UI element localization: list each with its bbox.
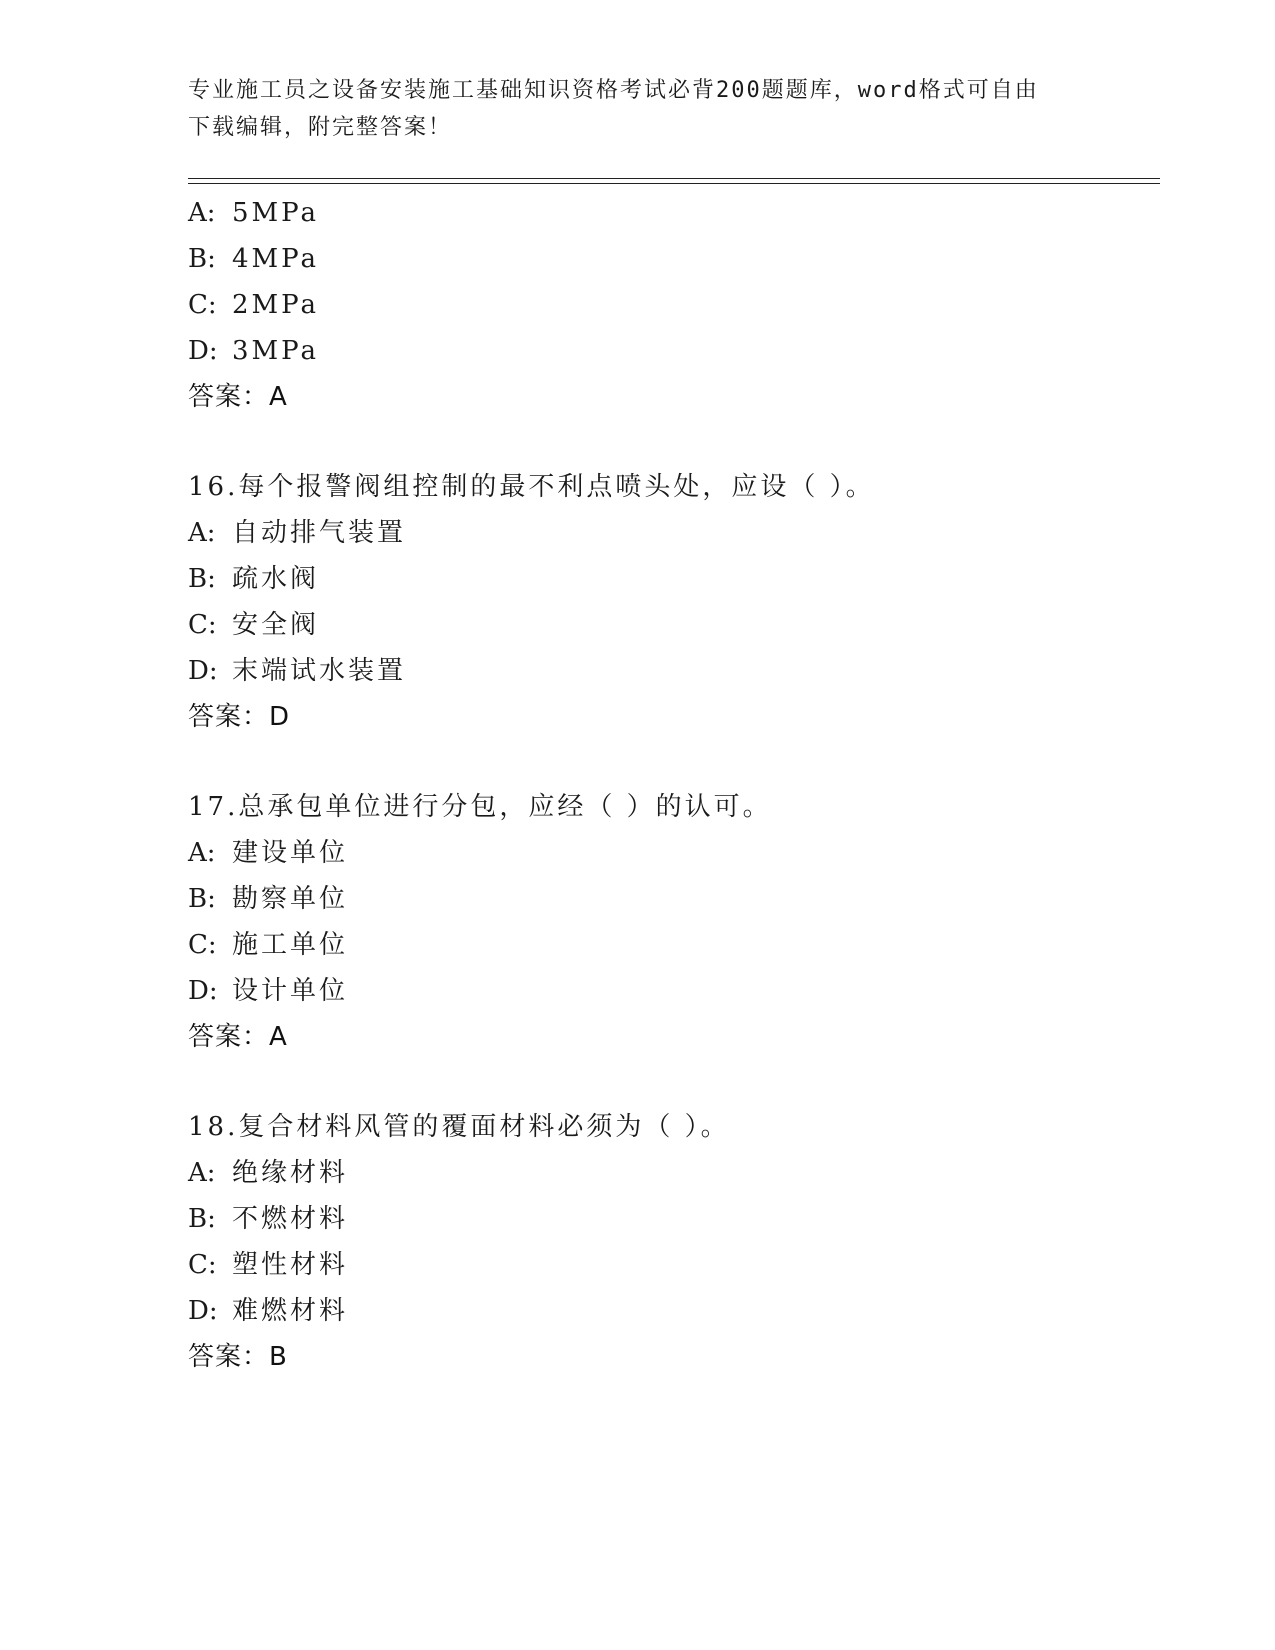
option-b	[188, 876, 1168, 922]
option-b	[188, 556, 1168, 602]
question-title: 18.复合材料风管的覆面材料必须为（ ）。	[188, 1112, 730, 1142]
option-label: D:	[188, 976, 218, 1006]
option-label: C:	[188, 930, 217, 960]
option-label: B:	[188, 884, 216, 914]
option-c	[188, 922, 1168, 968]
option-d	[188, 968, 1168, 1014]
option-text: 末端试水装置	[232, 656, 407, 686]
option-d	[188, 648, 1168, 694]
question-16	[188, 464, 1168, 740]
option-d	[188, 1288, 1168, 1334]
option-c	[188, 1242, 1168, 1288]
option-text: 难燃材料	[232, 1296, 349, 1326]
option-label: A:	[188, 198, 216, 228]
option-d	[188, 328, 1168, 374]
option-text: 5MPa	[232, 198, 319, 228]
option-a	[188, 510, 1168, 556]
question-title: 17.总承包单位进行分包，应经（ ）的认可。	[188, 792, 772, 822]
option-text: 塑性材料	[232, 1250, 349, 1280]
option-text: 施工单位	[232, 930, 349, 960]
option-a	[188, 1150, 1168, 1196]
answer-line: 答案：A	[188, 382, 288, 412]
option-label: A:	[188, 518, 216, 548]
option-label: B:	[188, 564, 216, 594]
header-divider-bottom	[188, 183, 1160, 184]
option-label: D:	[188, 1296, 218, 1326]
option-b	[188, 1196, 1168, 1242]
question-18	[188, 1104, 1168, 1380]
option-b	[188, 236, 1168, 282]
answer-line: 答案：D	[188, 702, 291, 732]
option-text: 3MPa	[232, 336, 319, 366]
option-text: 设计单位	[232, 976, 349, 1006]
option-label: C:	[188, 290, 217, 320]
option-label: A:	[188, 838, 216, 868]
option-label: B:	[188, 1204, 216, 1234]
option-text: 4MPa	[232, 244, 319, 274]
document-header	[188, 72, 1088, 146]
question-list	[188, 190, 1168, 1380]
header-line-2: 下载编辑，附完整答案！	[188, 115, 453, 140]
header-divider-top	[188, 178, 1160, 179]
option-a	[188, 190, 1168, 236]
option-label: C:	[188, 1250, 217, 1280]
option-text: 勘察单位	[232, 884, 349, 914]
option-text: 不燃材料	[232, 1204, 349, 1234]
header-line-1: 专业施工员之设备安装施工基础知识资格考试必背200题题库，word格式可自由	[188, 78, 1039, 103]
option-c	[188, 602, 1168, 648]
option-text: 建设单位	[232, 838, 349, 868]
option-text: 2MPa	[232, 290, 319, 320]
option-label: B:	[188, 244, 216, 274]
option-text: 绝缘材料	[232, 1158, 349, 1188]
question-title: 16.每个报警阀组控制的最不利点喷头处，应设（ ）。	[188, 472, 875, 502]
option-text: 自动排气装置	[232, 518, 407, 548]
question-17	[188, 784, 1168, 1060]
option-label: D:	[188, 336, 218, 366]
option-text: 安全阀	[232, 610, 320, 640]
option-label: D:	[188, 656, 218, 686]
answer-line: 答案：A	[188, 1022, 288, 1052]
option-a	[188, 830, 1168, 876]
answer-line: 答案：B	[188, 1342, 288, 1372]
option-label: C:	[188, 610, 217, 640]
option-text: 疏水阀	[232, 564, 320, 594]
option-label: A:	[188, 1158, 216, 1188]
question-15	[188, 190, 1168, 420]
option-c	[188, 282, 1168, 328]
